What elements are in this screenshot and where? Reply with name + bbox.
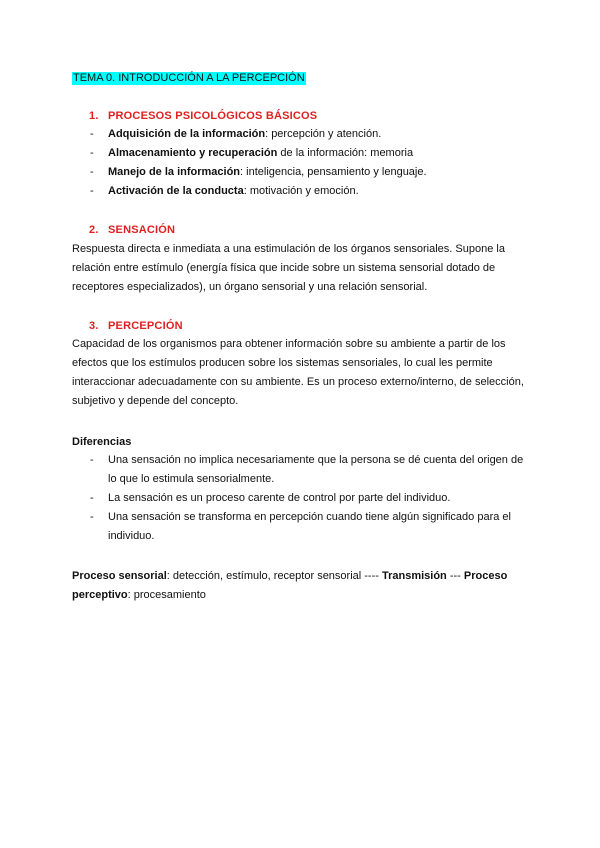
- item-text: La sensación es un proceso carente de control por parte del individuo.: [108, 492, 451, 504]
- section-number: 3.: [89, 320, 99, 332]
- list-item: - La sensación es un proceso carente de control por parte del individuo.: [90, 492, 451, 504]
- section-heading-sensacion: [89, 223, 175, 237]
- item-text: : inteligencia, pensamiento y lenguaje.: [240, 166, 427, 178]
- item-text: : percepción y atención.: [265, 128, 382, 140]
- section-number: 2.: [89, 224, 99, 236]
- section-heading-procesos: [89, 109, 317, 123]
- summary-bold-3: Proceso perceptivo: [72, 570, 508, 601]
- diferencias-heading: Diferencias: [72, 436, 132, 448]
- section-title: SENSACIÓN: [108, 224, 176, 236]
- procesos-list: [90, 125, 427, 201]
- section-title: PROCESOS PSICOLÓGICOS BÁSICOS: [108, 110, 318, 122]
- section-heading-percepcion: [89, 319, 183, 333]
- item-bold: Almacenamiento y recuperación: [108, 147, 278, 159]
- list-item: - Una sensación no implica necesariamente que la persona se dé cuenta del origen de lo que lo estimula sensorialmente.: [90, 454, 524, 485]
- section-title: PERCEPCIÓN: [108, 320, 183, 332]
- list-item: - Manejo de la información: inteligencia, pensamiento y lenguaje.: [90, 166, 427, 178]
- percepcion-paragraph: Capacidad de los organismos para obtener información sobre su ambiente a partir de los efectos que los estímulos producen sobre los sistemas sensoriales, lo cual les permite interaccionar adecuadamente con su ambiente. Es un proceso externo/interno, de selección, subjetivo y depende del concepto.: [72, 338, 524, 407]
- list-item: - Adquisición de la información: percepción y atención.: [90, 128, 382, 140]
- item-bold: Activación de la conducta: [108, 185, 244, 197]
- summary-bold-2: Transmisión: [381, 570, 447, 582]
- summary-text-2: ---: [446, 570, 464, 582]
- diferencias-list: [90, 451, 530, 546]
- item-text: : motivación y emoción.: [243, 185, 359, 197]
- list-item: - Activación de la conducta: motivación y emoción.: [90, 185, 359, 197]
- section-number: 1.: [89, 110, 99, 122]
- summary-text-3: : procesamiento: [127, 589, 206, 601]
- sensacion-paragraph: Respuesta directa e inmediata a una estimulación de los órganos sensoriales. Supone la relación entre estímulo (energía física que incide sobre un sistema sensorial dotado de receptores especializados), un órgano sensorial y una relación sensorial.: [72, 243, 505, 293]
- item-text: Una sensación no implica necesariamente que la persona se dé cuenta del origen de lo que lo estimula sensorialmente.: [108, 454, 524, 485]
- summary-text-1: : detección, estímulo, receptor sensorial ----: [166, 570, 382, 582]
- summary-paragraph: [72, 567, 528, 605]
- item-bold: Manejo de la información: [108, 166, 241, 178]
- item-text: Una sensación se transforma en percepción cuando tiene algún significado para el individuo.: [108, 511, 511, 542]
- item-bold: Adquisición de la información: [108, 128, 266, 140]
- item-text: de la información: memoria: [277, 147, 414, 159]
- list-item: - Una sensación se transforma en percepción cuando tiene algún significado para el individuo.: [90, 511, 511, 542]
- summary-bold-1: Proceso sensorial: [72, 570, 167, 582]
- page-title: TEMA 0. INTRODUCCIÓN A LA PERCEPCIÓN: [73, 72, 305, 84]
- list-item: - Almacenamiento y recuperación de la información: memoria: [90, 147, 414, 159]
